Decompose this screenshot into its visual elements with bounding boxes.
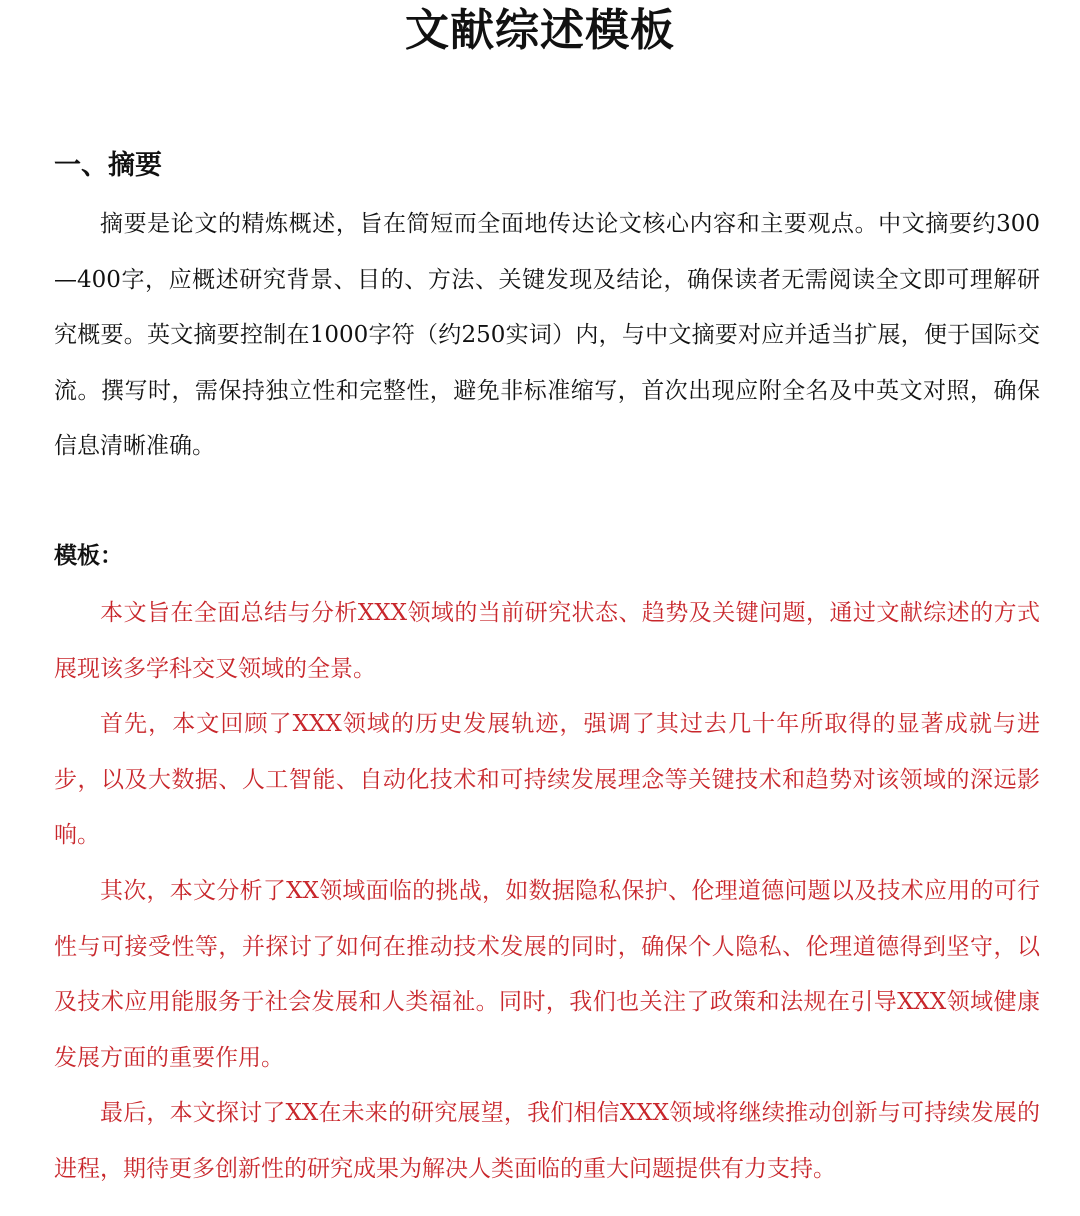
- template-label: 模板：: [54, 542, 123, 569]
- section-heading-abstract: 一、摘要: [54, 150, 162, 181]
- template-paragraph-intro: 本文旨在全面总结与分析XXX领域的当前研究状态、趋势及关键问题，通过文献综述的方式展现该多学科交叉领域的全景。: [54, 600, 1040, 682]
- template-paragraph-outlook: 最后，本文探讨了XX在未来的研究展望，我们相信XXX领域将继续推动创新与可持续发展的进程，期待更多创新性的研究成果为解决人类面临的重大问题提供有力支持。: [54, 1100, 1040, 1182]
- document-title: 文献综述模板: [405, 5, 675, 56]
- abstract-paragraph: 摘要是论文的精炼概述，旨在简短而全面地传达论文核心内容和主要观点。中文摘要约300—400字，应概述研究背景、目的、方法、关键发现及结论，确保读者无需阅读全文即可理解研究概要。英文摘要控制在1000字符（约250实词）内，与中文摘要对应并适当扩展，便于国际交流。撰写时，需保持独立性和完整性，避免非标准缩写，首次出现应附全名及中英文对照，确保信息清晰准确。: [54, 211, 1040, 460]
- template-paragraph-history: 首先，本文回顾了XXX领域的历史发展轨迹，强调了其过去几十年所取得的显著成就与进步，以及大数据、人工智能、自动化技术和可持续发展理念等关键技术和趋势对该领域的深远影响。: [54, 711, 1040, 849]
- template-paragraph-challenges: 其次，本文分析了XX领域面临的挑战，如数据隐私保护、伦理道德问题以及技术应用的可行性与可接受性等，并探讨了如何在推动技术发展的同时，确保个人隐私、伦理道德得到坚守，以及技术应用能服务于社会发展和人类福祉。同时，我们也关注了政策和法规在引导XXX领域健康发展方面的重要作用。: [54, 878, 1040, 1071]
